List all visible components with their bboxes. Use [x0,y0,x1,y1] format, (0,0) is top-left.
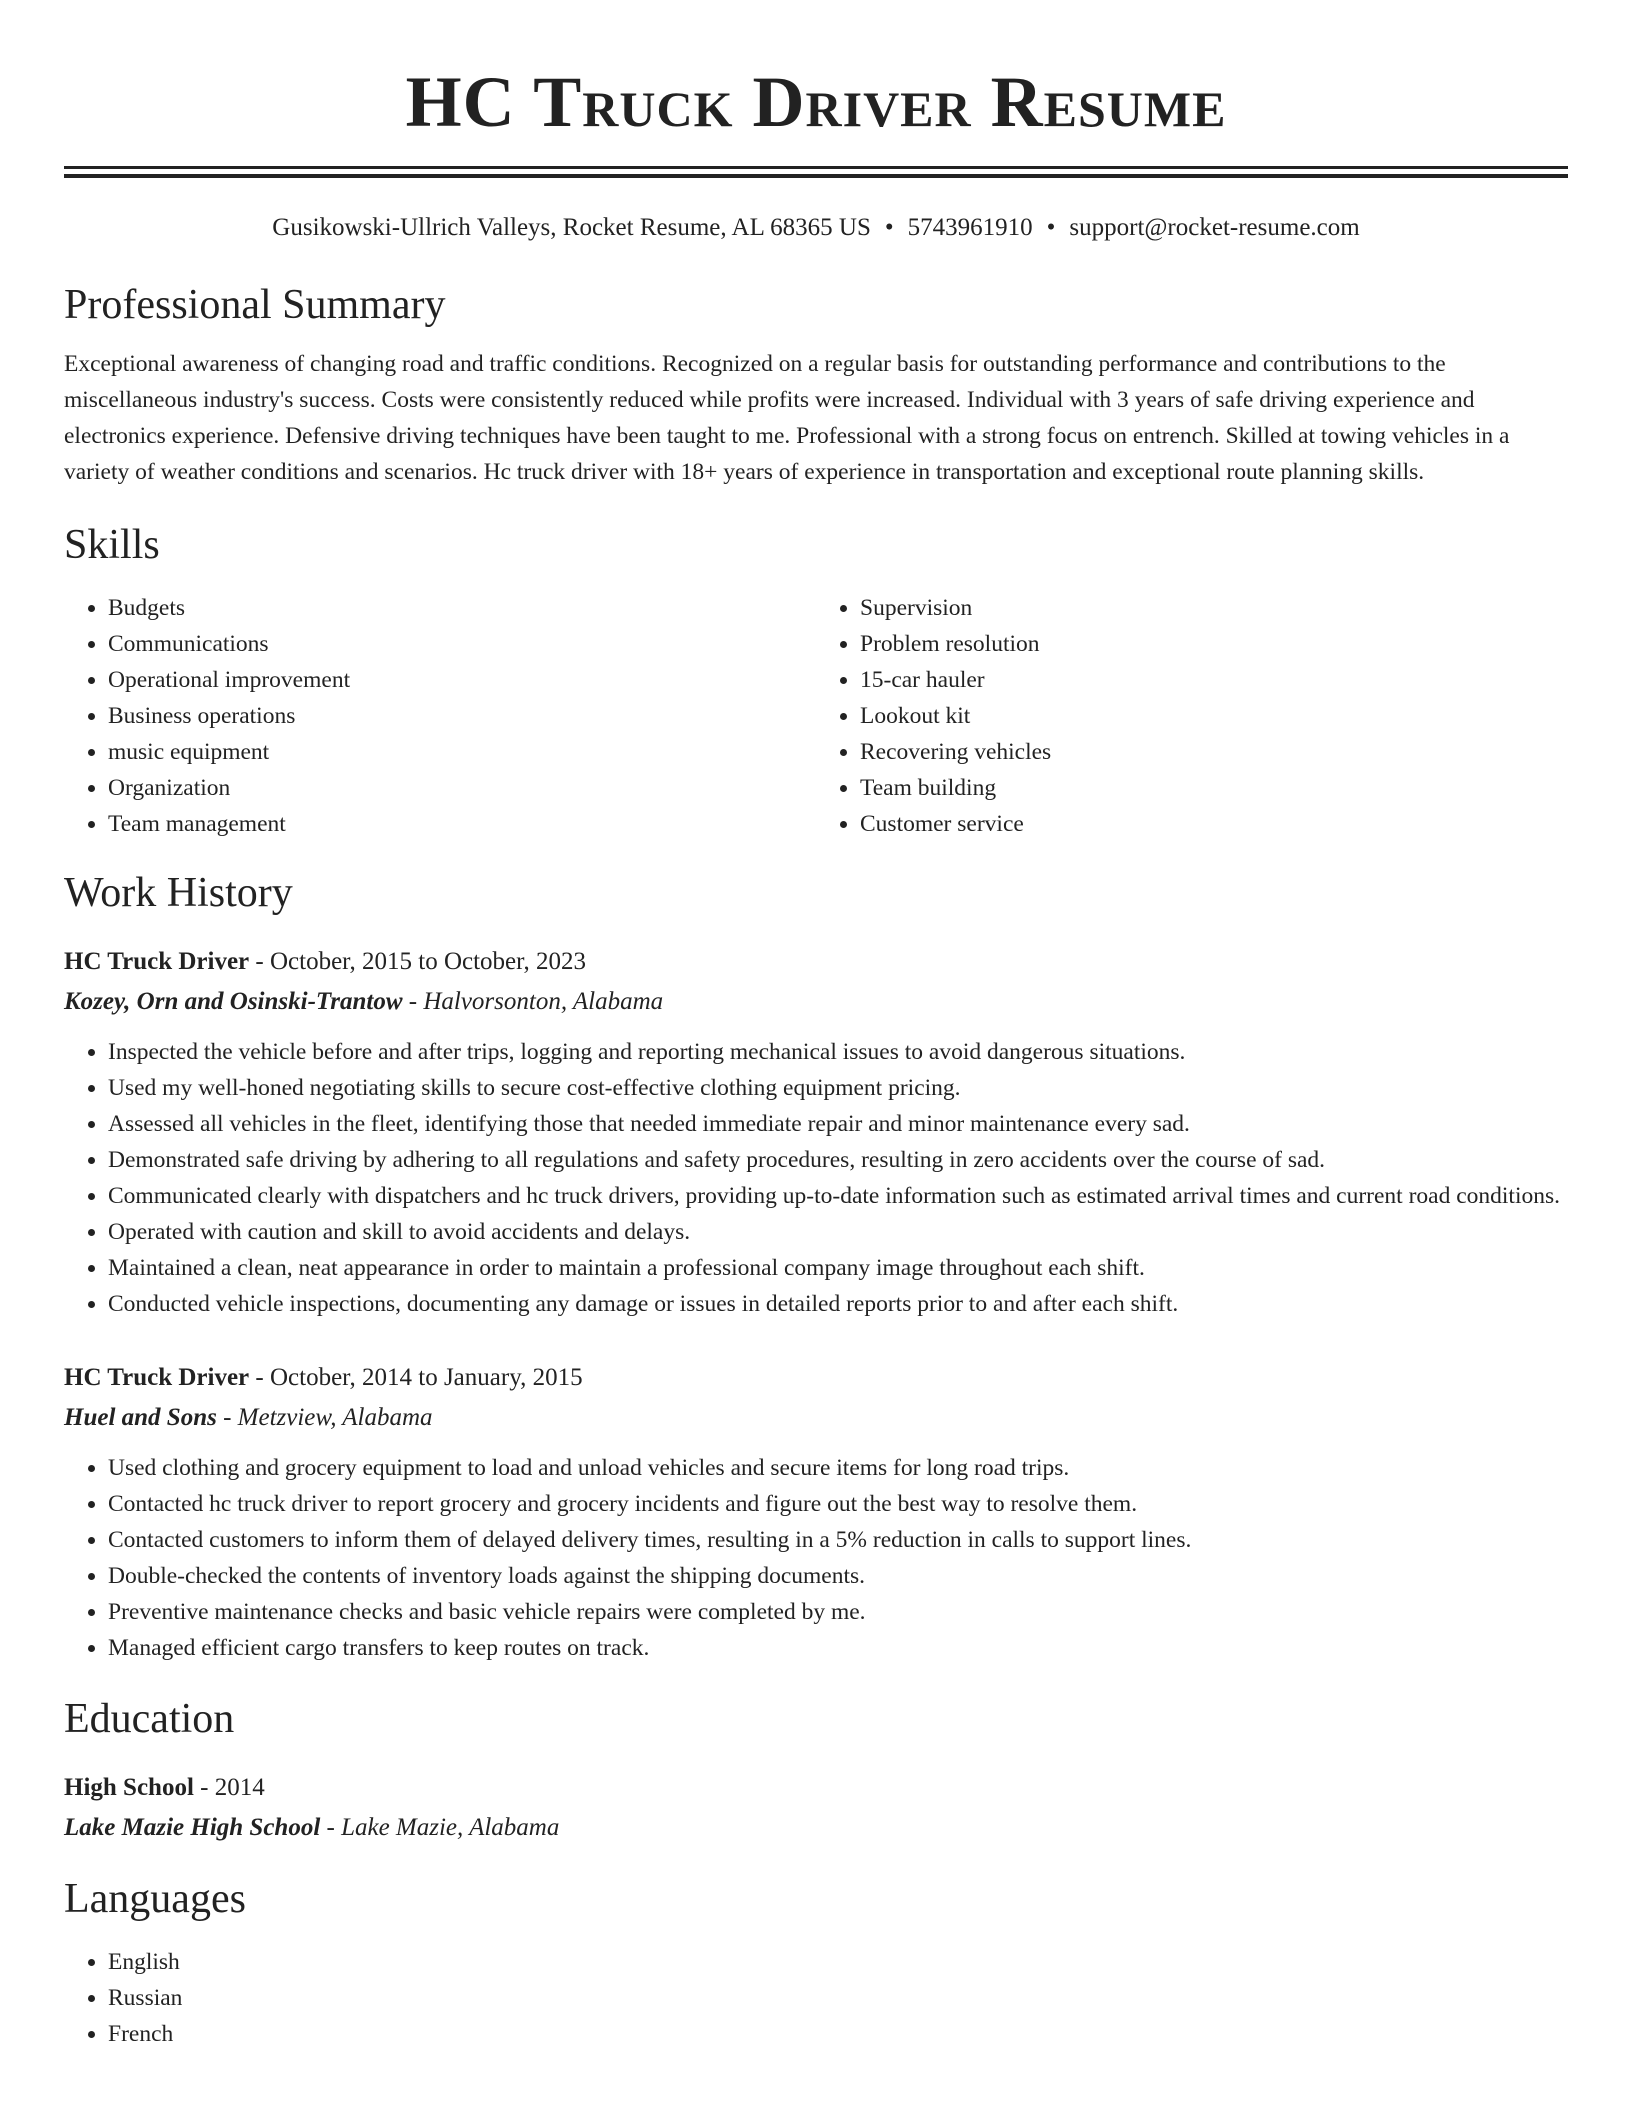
job-entry [64,942,1568,1322]
contact-phone: 5743961910 [907,214,1033,241]
job-bullet: • Managed efficient cargo transfers to keep routes on track. [108,1630,1568,1666]
job-bullet: • Inspected the vehicle before and after trips, logging and reporting mechanical issues to avoid dangerous situations. [108,1034,1568,1070]
job-dates: - October, 2014 to January, 2015 [249,1364,583,1391]
graduation-year: - 2014 [193,1774,265,1801]
skill-item: • music equipment [108,734,816,770]
school-name: Lake Mazie High School [64,1814,321,1841]
job-title-line [64,942,1568,982]
job-bullet: • Maintained a clean, neat appearance in order to maintain a professional company image throughout each shift. [108,1250,1568,1286]
skill-item: • Supervision [860,590,1568,626]
title-divider [64,166,1568,178]
job-bullet: • Used clothing and grocery equipment to load and unload vehicles and secure items for long road trips. [108,1450,1568,1486]
job-bullet: • Contacted hc truck driver to report grocery and grocery incidents and figure out the best way to resolve them. [108,1486,1568,1522]
contact-email: support@rocket-resume.com [1069,214,1360,241]
skill-item: • Recovering vehicles [860,734,1568,770]
skills-heading: Skills [64,522,160,568]
work-history-section [64,868,1568,1666]
skill-item: • Budgets [108,590,816,626]
job-bullet: • Operated with caution and skill to avoid accidents and delays. [108,1214,1568,1250]
language-item: • French [108,2016,1568,2052]
job-bullet: • Used my well-honed negotiating skills to secure cost-effective clothing equipment pricing. [108,1070,1568,1106]
education-entry [64,1768,1568,1848]
job-bullets [64,1034,1568,1322]
job-title-line [64,1358,1568,1398]
skill-item: • Operational improvement [108,662,816,698]
skill-item: • Team building [860,770,1568,806]
language-item: • Russian [108,1980,1568,2016]
skill-item: • 15-car hauler [860,662,1568,698]
skill-item: • Customer service [860,806,1568,842]
education-heading: Education [64,1696,235,1742]
job-bullet: • Double-checked the contents of inventory loads against the shipping documents. [108,1558,1568,1594]
job-bullet: • Preventive maintenance checks and basic vehicle repairs were completed by me. [108,1594,1568,1630]
skills-list-right [816,590,1568,842]
company-name: Kozey, Orn and Osinski-Trantow [64,988,403,1015]
education-section [64,1694,1568,1848]
school-location: - Lake Mazie, Alabama [320,1814,560,1841]
job-dates: - October, 2015 to October, 2023 [249,948,586,975]
work-history-heading: Work History [64,870,293,916]
skill-item: • Problem resolution [860,626,1568,662]
skill-item: • Lookout kit [860,698,1568,734]
company-line [64,982,1568,1022]
company-location: - Halvorsonton, Alabama [402,988,664,1015]
skills-section [64,520,1568,842]
job-entry [64,1358,1568,1666]
job-title: HC Truck Driver [64,1364,250,1391]
degree: High School [64,1774,194,1801]
degree-line [64,1768,1568,1808]
contact-line [64,212,1568,244]
skill-item: • Team management [108,806,816,842]
skills-columns [64,590,1568,842]
skills-list-left [64,590,816,842]
company-line [64,1398,1568,1438]
languages-section [64,1874,1568,2052]
job-bullet: • Conducted vehicle inspections, documenting any damage or issues in detailed reports prior to and after each shift. [108,1286,1568,1322]
job-bullet: • Assessed all vehicles in the fleet, identifying those that needed immediate repair and minor maintenance every sad. [108,1106,1568,1142]
contact-separator: • [884,214,894,241]
job-bullet: • Demonstrated safe driving by adhering to all regulations and safety procedures, resulting in zero accidents over the course of sad. [108,1142,1568,1178]
skill-item: • Organization [108,770,816,806]
summary-heading: Professional Summary [64,282,446,328]
company-name: Huel and Sons [64,1404,217,1431]
contact-separator: • [1046,214,1056,241]
languages-heading: Languages [64,1876,246,1922]
resume-title: HC Truck Driver Resume [405,62,1227,142]
school-line [64,1808,1568,1848]
job-bullets [64,1450,1568,1666]
languages-list [64,1944,1568,2052]
job-bullet: • Communicated clearly with dispatchers and hc truck drivers, providing up-to-date information such as estimated arrival times and current road conditions. [108,1178,1568,1214]
summary-section [64,280,1568,490]
language-item: • English [108,1944,1568,1980]
skill-item: • Business operations [108,698,816,734]
skill-item: • Communications [108,626,816,662]
job-title: HC Truck Driver [64,948,250,975]
summary-text: Exceptional awareness of changing road and traffic conditions. Recognized on a regular basis for outstanding performance and contributions to the miscellaneous industry's success. Costs were consistently reduced while profits were increased. Individual with 3 years of safe driving experience and electronics experience. Defensive driving techniques have been taught to me. Professional with a strong focus on entrench. Skilled at towing vehicles in a variety of weather conditions and scenarios. Hc truck driver with 18+ years of experience in transportation and exceptional route planning skills. [64,351,1510,485]
contact-address: Gusikowski-Ullrich Valleys, Rocket Resume, AL 68365 US [272,214,871,241]
company-location: - Metzview, Alabama [216,1404,433,1431]
job-bullet: • Contacted customers to inform them of delayed delivery times, resulting in a 5% reduction in calls to support lines. [108,1522,1568,1558]
